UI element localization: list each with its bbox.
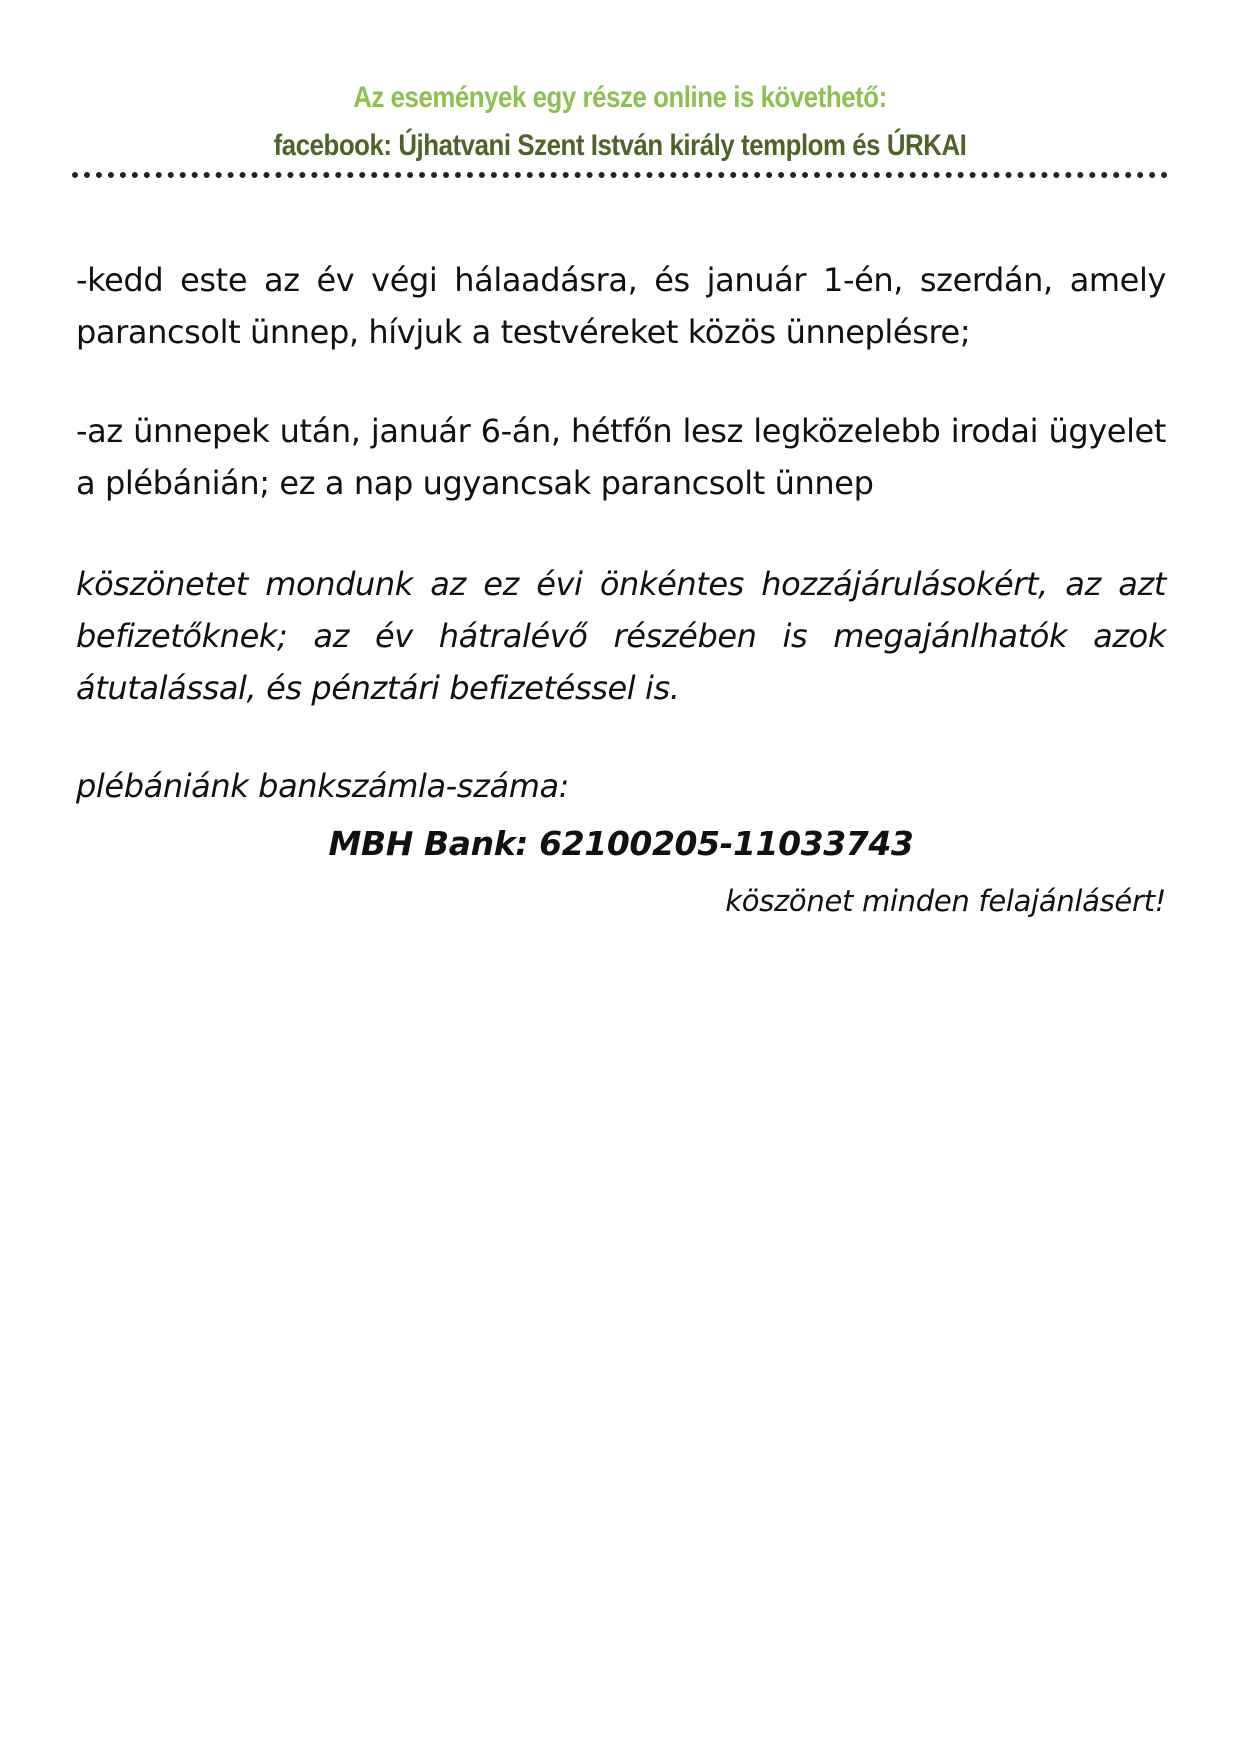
bank-account-number: MBH Bank: 62100205-11033743 [328, 824, 914, 863]
bank-account-label: plébániánk bankszámla-száma: [76, 767, 570, 805]
announcement-donations-thanks: köszönetet mondunk az ez évi önkéntes hozzájárulásokért, az azt befizetőknek; az év hátralévő részében is megajánlhatók azok átutalással, és pénztári befizetéssel is. [76, 565, 1166, 707]
header-online-notice: Az események egy része online is követhető: [353, 81, 887, 114]
dotted-divider [72, 172, 1168, 178]
header [70, 74, 1170, 170]
announcement-new-year: -kedd este az év végi hálaadásra, és január 1-én, szerdán, amely parancsolt ünnep, hívjuk a testvéreket közös ünneplésre; [76, 261, 1166, 351]
closing-thanks: köszönet minden felajánlásért! [725, 884, 1166, 918]
announcement-office-hours: -az ünnepek után, január 6-án, hétfőn lesz legközelebb irodai ügyelet a plébánián; ez a nap ugyancsak parancsolt ünnep [76, 412, 1166, 502]
header-facebook-line: facebook: Újhatvani Szent István király templom és ÚRKAI [273, 129, 967, 162]
